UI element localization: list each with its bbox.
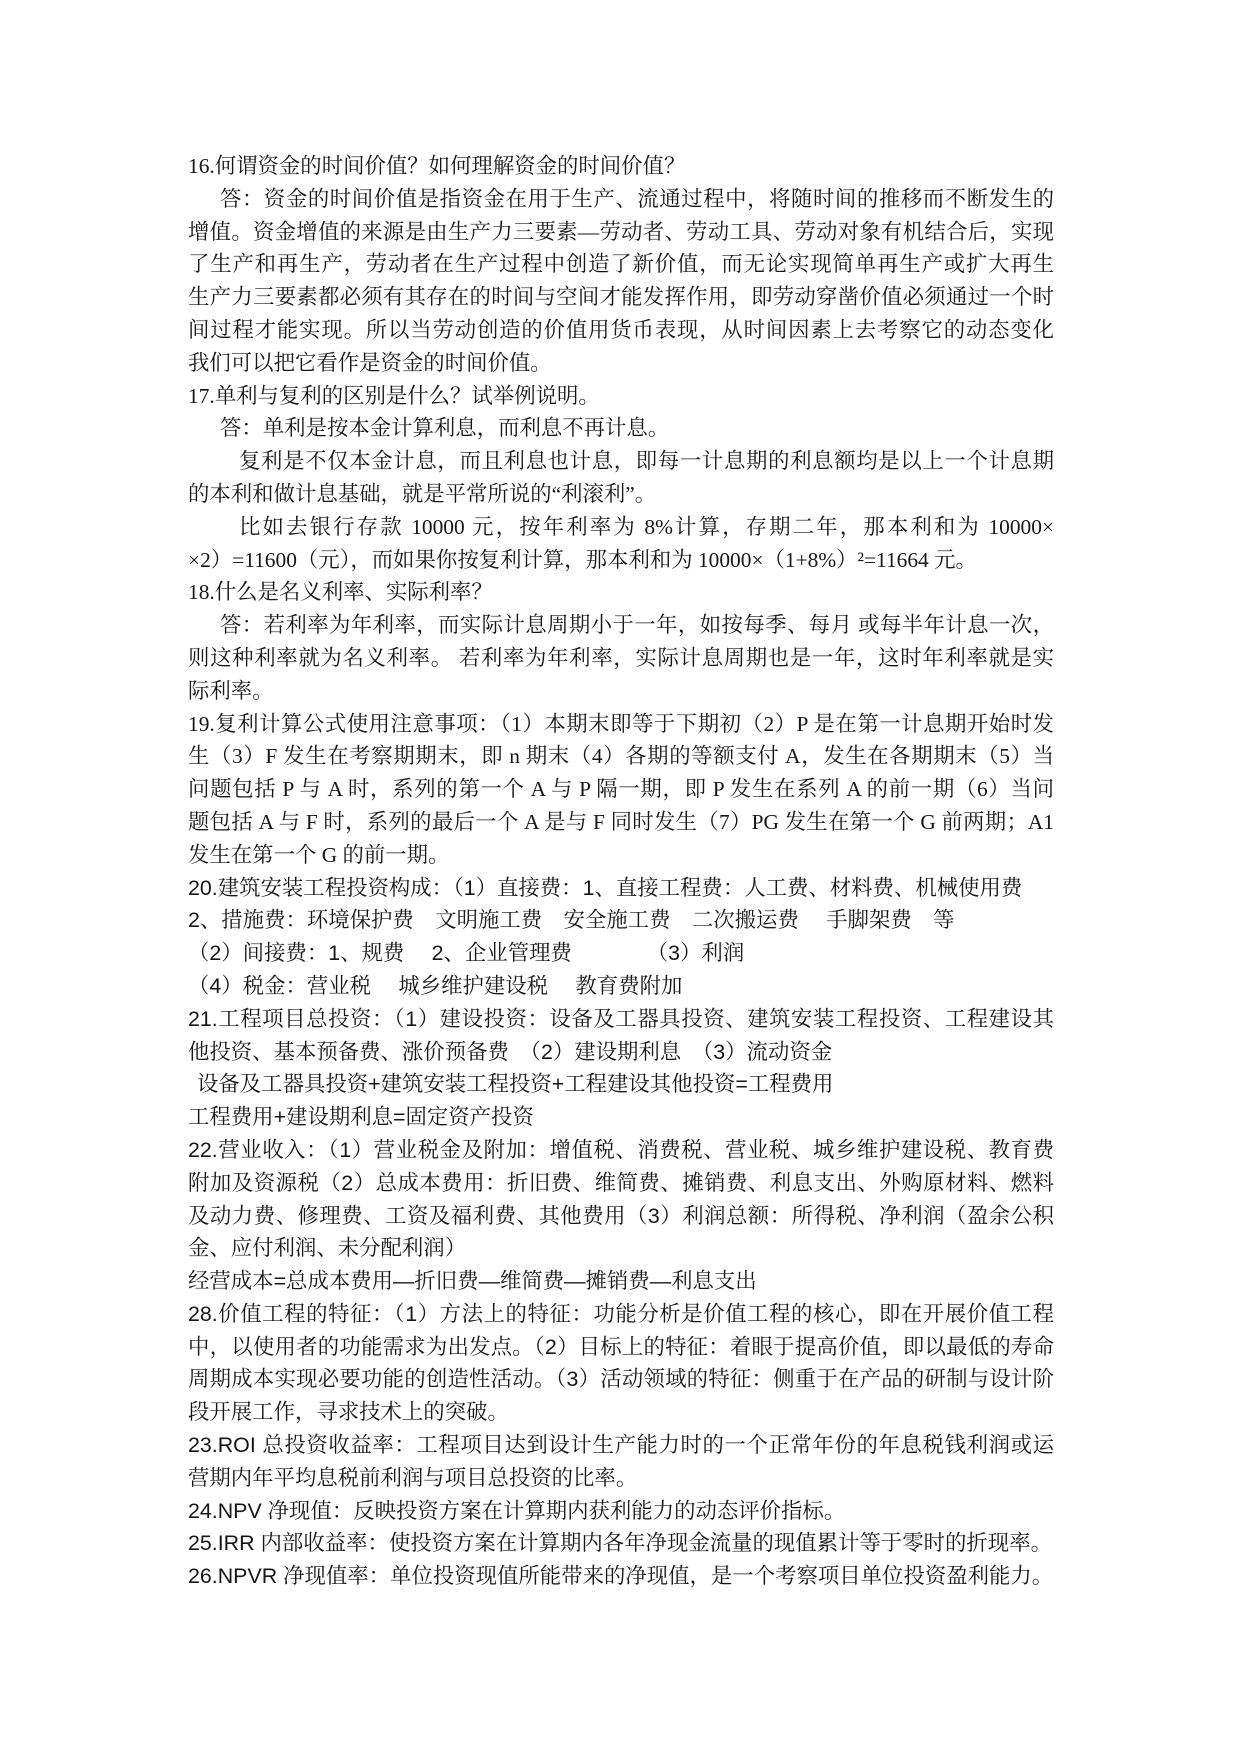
q16-answer-line: 增值。资金增值的来源是由生产力三要素—劳动者、劳动工具、劳动对象有机结合后，实现 — [188, 219, 1054, 244]
q18-answer-line: 答：若利率为年利率，而实际计息周期小于一年，如按每季、每月 或每半年计息一次， — [220, 613, 1054, 638]
q16-answer-line: 生产力三要素都必须有其存在的时间与空间才能发挥作用，即劳动穿凿价值必须通过一个时 — [188, 285, 1054, 310]
q23-line: 23.ROI 总投资收益率：工程项目达到设计生产能力时的一个正常年份的年息税钱利润或运 — [188, 1433, 1054, 1458]
q17-answer-line: 比如去银行存款 10000 元，按年利率为 8%计算，存期二年，那本利和为 10000× — [239, 514, 1054, 539]
q20-line: （4）税金：营业税 城乡维护建设税 教育费附加 — [188, 973, 683, 998]
q17-answer-line: 复利是不仅本金计息，而且利息也计息，即每一计息期的利息额均是以上一个计息期 — [239, 449, 1054, 474]
q20-line: 20.建筑安装工程投资构成：（1）直接费：1、直接工程费：人工费、材料费、机械使用费 — [188, 875, 1023, 900]
q28-line: 28.价值工程的特征：（1）方法上的特征：功能分析是价值工程的核心，即在开展价值工程 — [188, 1301, 1054, 1326]
q18-question: 18.什么是名义利率、实际利率？ — [188, 580, 493, 605]
q18-answer-line: 则这种利率就为名义利率。 若利率为年利率，实际计息周期也是一年，这时年利率就是实 — [188, 645, 1054, 670]
q17-answer-line: ×2）=11600（元），而如果你按复利计算，那本利和为 10000×（1+8%）²=11664 元。 — [188, 547, 977, 572]
q18-answer-line: 际利率。 — [188, 678, 274, 703]
q17-question: 17.单利与复利的区别是什么？试举例说明。 — [188, 383, 600, 408]
section-17 — [188, 380, 1054, 577]
section-25 — [188, 1527, 1054, 1560]
section-16 — [188, 150, 1054, 380]
q16-answer-line: 我们可以把它看作是资金的时间价值。 — [188, 350, 552, 375]
q23-line: 营期内年平均息税前利润与项目总投资的比率。 — [188, 1465, 638, 1490]
q17-answer-line: 的本利和做计息基础，就是平常所说的“利滚利”。 — [188, 481, 657, 506]
q19-line: 题包括 A 与 F 时，系列的最后一个 A 是与 F 同时发生（7）PG 发生在第一个 G 前两期；A1 — [188, 809, 1054, 834]
q22-line: 附加及资源税（2）总成本费用：折旧费、维简费、摊销费、利息支出、外购原材料、燃料 — [188, 1170, 1054, 1195]
q20-line: 2、措施费：环境保护费 文明施工费 安全施工费 二次搬运费 手脚架费 等 — [188, 908, 955, 933]
section-24 — [188, 1495, 1054, 1528]
q21-line: 21.工程项目总投资：（1）建设投资：设备及工器具投资、建筑安装工程投资、工程建设其 — [188, 1006, 1054, 1031]
q22-line: 经营成本=总成本费用—折旧费—维简费—摊销费—利息支出 — [188, 1269, 757, 1294]
section-23 — [188, 1429, 1054, 1495]
q22-line: 及动力费、修理费、工资及福利费、其他费用（3）利润总额：所得税、净利润（盈余公积 — [188, 1203, 1054, 1228]
q24-line: 24.NPV 净现值：反映投资方案在计算期内获利能力的动态评价指标。 — [188, 1498, 846, 1523]
q28-line: 周期成本实现必要功能的创造性活动。（3）活动领域的特征：侧重于在产品的研制与设计阶 — [188, 1367, 1054, 1392]
q19-line: 发生在第一个 G 的前一期。 — [188, 842, 450, 867]
section-20 — [188, 872, 1054, 1003]
section-28 — [188, 1298, 1054, 1429]
q26-line: 26.NPVR 净现值率：单位投资现值所能带来的净现值，是一个考察项目单位投资盈利能力。 — [188, 1564, 1054, 1589]
q21-line: 他投资、基本预备费、涨价预备费 （2）建设期利息 （3）流动资金 — [188, 1039, 833, 1064]
section-26 — [188, 1560, 1054, 1593]
q20-line: （2）间接费：1、规费 2、企业管理费 （3）利润 — [188, 941, 745, 966]
q19-line: 问题包括 P 与 A 时，系列的第一个 A 与 P 隔一期，即 P 发生在系列 A 的前一期（6）当问 — [188, 777, 1054, 802]
q19-line: 19.复利计算公式使用注意事项：（1）本期末即等于下期初（2）P 是在第一计息期开始时发 — [188, 711, 1054, 736]
q16-answer-line: 间过程才能实现。所以当劳动创造的价值用货币表现，从时间因素上去考察它的动态变化 — [188, 317, 1054, 342]
q22-line: 22.营业收入：（1）营业税金及附加：增值税、消费税、营业税、城乡维护建设税、教育费 — [188, 1137, 1054, 1162]
section-22 — [188, 1134, 1054, 1298]
q21-line: 工程费用+建设期利息=固定资产投资 — [188, 1105, 534, 1130]
q28-line: 段开展工作，寻求技术上的突破。 — [188, 1400, 509, 1425]
document-body — [188, 150, 1054, 1593]
q17-answer-line: 答：单利是按本金计算利息，而利息不再计息。 — [220, 416, 670, 441]
q16-question: 16.何谓资金的时间价值？如何理解资金的时间价值？ — [188, 154, 686, 178]
section-19 — [188, 708, 1054, 872]
section-21 — [188, 1003, 1054, 1134]
q19-line: 生（3）F 发生在考察期期末，即 n 期末（4）各期的等额支付 A，发生在各期期末（5）当 — [188, 744, 1054, 769]
q21-line: 设备及工器具投资+建筑安装工程投资+工程建设其他投资=工程费用 — [197, 1072, 834, 1097]
q28-line: 中，以使用者的功能需求为出发点。（2）目标上的特征：着眼于提高价值，即以最低的寿命 — [188, 1334, 1054, 1359]
section-18 — [188, 576, 1054, 707]
q16-answer-line: 答：资金的时间价值是指资金在用于生产、流通过程中，将随时间的推移而不断发生的 — [220, 186, 1054, 211]
q16-answer-line: 了生产和再生产，劳动者在生产过程中创造了新价值，而无论实现简单再生产或扩大再生 — [188, 252, 1054, 277]
q22-line: 金、应付利润、未分配利润） — [188, 1236, 467, 1261]
q25-line: 25.IRR 内部收益率：使投资方案在计算期内各年净现金流量的现值累计等于零时的折现率。 — [188, 1531, 1052, 1556]
